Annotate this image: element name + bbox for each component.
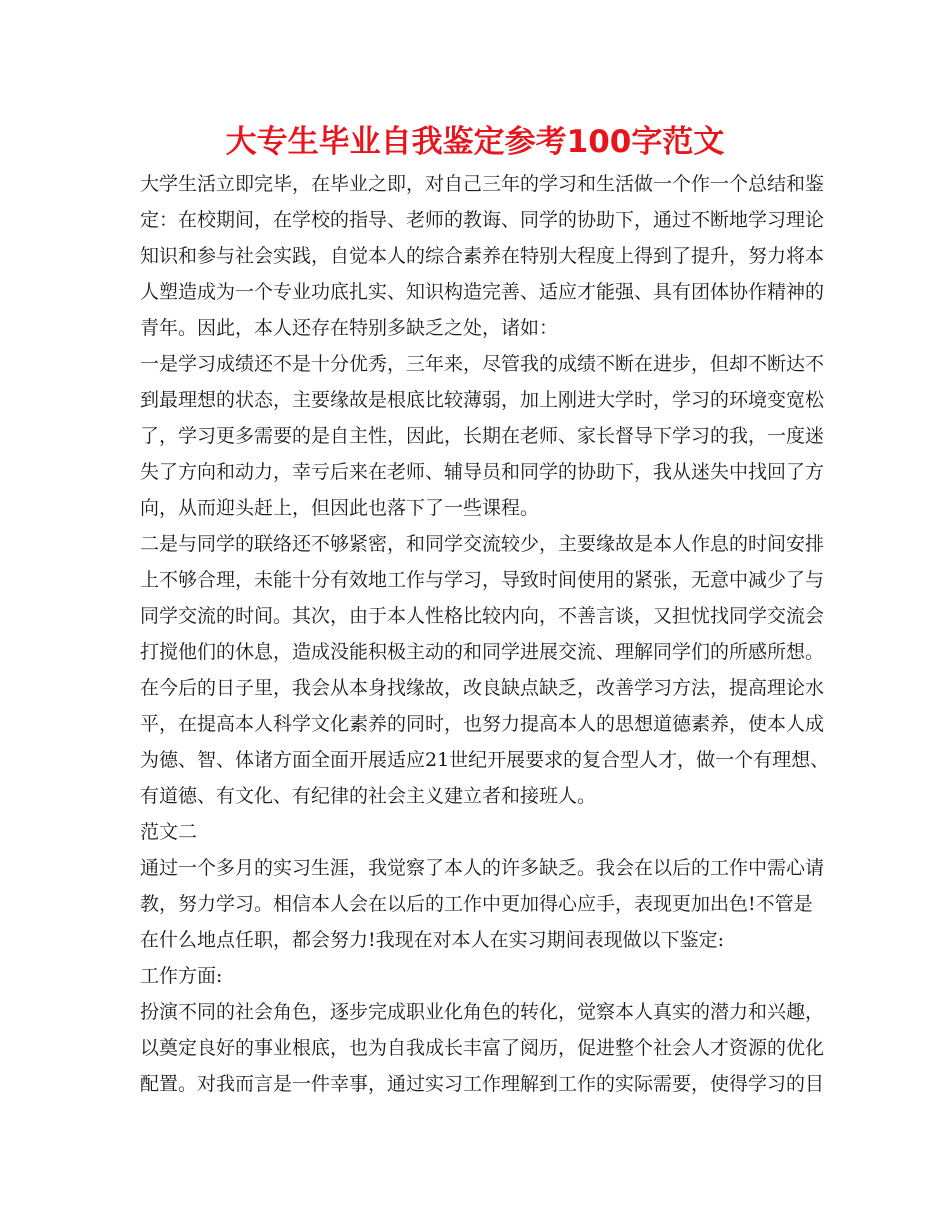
text-line: 扮演不同的社会角色，逐步完成职业化角色的转化，觉察本人真实的潜力和兴趣，: [140, 1001, 825, 1023]
text-line: 人塑造成为一个专业功底扎实、知识构造完善、适应才能强、具有团体协作精神的: [140, 281, 825, 303]
text-line: 大学生活立即完毕，在毕业之即，对自己三年的学习和生活做一个作一个总结和鉴: [140, 173, 825, 195]
text-line: 为德、智、体诸方面全面开展适应21世纪开展要求的复合型人才，做一个有理想、: [140, 749, 830, 771]
text-line: 定：在校期间，在学校的指导、老师的教诲、同学的协助下，通过不断地学习理论: [140, 209, 825, 231]
text-line: 同学交流的时间。其次，由于本人性格比较内向，不善言谈，又担忧找同学交流会: [140, 605, 825, 627]
text-line: 失了方向和动力，幸亏后来在老师、辅导员和同学的协助下，我从迷失中找回了方: [140, 461, 825, 483]
text-line: 了，学习更多需要的是自主性，因此，长期在老师、家长督导下学习的我，一度迷: [140, 425, 825, 447]
text-line: 教，努力学习。相信本人会在以后的工作中更加得心应手，表现更加出色!不管是: [140, 893, 813, 915]
text-line: 以奠定良好的事业根底，也为自我成长丰富了阅历，促进整个社会人才资源的优化: [140, 1037, 825, 1059]
document-title: 大专生毕业自我鉴定参考100字范文: [225, 124, 725, 160]
section-heading: 工作方面:: [140, 965, 223, 987]
text-line: 在今后的日子里，我会从本身找缘故，改良缺点缺乏，改善学习方法，提高理论水: [140, 677, 825, 699]
text-line: 打搅他们的休息，造成没能积极主动的和同学进展交流、理解同学们的所感所想。: [140, 641, 825, 663]
document-body: [140, 166, 832, 1102]
text-line: 向，从而迎头赶上，但因此也落下了一些课程。: [140, 497, 540, 519]
text-line: 一是学习成绩还不是十分优秀，三年来，尽管我的成绩不断在进步，但却不断达不: [140, 353, 825, 375]
text-line: 二是与同学的联络还不够紧密，和同学交流较少，主要缘故是本人作息的时间安排: [140, 533, 825, 555]
text-line: 有道德、有文化、有纪律的社会主义建立者和接班人。: [140, 785, 597, 807]
text-line: 在什么地点任职，都会努力!我现在对本人在实习期间表现做以下鉴定:: [140, 929, 725, 951]
text-line: 配置。对我而言是一件幸事，通过实习工作理解到工作的实际需要，使得学习的目: [140, 1073, 825, 1095]
text-line: 青年。因此，本人还存在特别多缺乏之处，诸如：: [140, 317, 559, 339]
section-heading: 范文二: [140, 821, 198, 843]
text-line: 到最理想的状态，主要缘故是根底比较薄弱，加上刚进大学时，学习的环境变宽松: [140, 389, 825, 411]
text-line: 知识和参与社会实践，自觉本人的综合素养在特别大程度上得到了提升，努力将本: [140, 245, 825, 267]
text-line: 通过一个多月的实习生涯，我觉察了本人的许多缺乏。我会在以后的工作中需心请: [140, 857, 825, 879]
text-line: 上不够合理，未能十分有效地工作与学习，导致时间使用的紧张，无意中减少了与: [140, 569, 825, 591]
text-line: 平，在提高本人科学文化素养的同时，也努力提高本人的思想道德素养，使本人成: [140, 713, 825, 735]
